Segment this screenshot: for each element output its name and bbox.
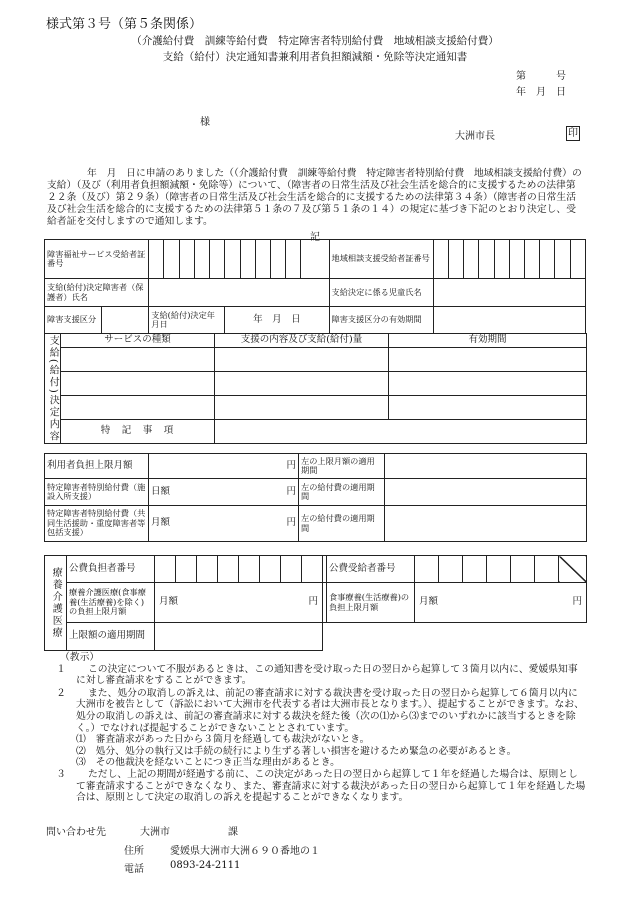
decision-table — [44, 239, 586, 334]
yen-unit: 円 — [149, 454, 299, 479]
note-2-item-3: ⑶ その他裁決を経ないことにつき正当な理由があるとき。 — [76, 757, 340, 769]
upper-limit-label: 利用者負担上限月額 — [45, 454, 149, 479]
col-period: 有効期間 — [389, 334, 587, 348]
notes-section — [46, 652, 586, 804]
decision-person-label: 支給(給付)決定障害者（保護者）氏名 — [45, 279, 149, 307]
document-subtitle: （介護給付費 訓練等給付費 特定障害者特別給付費 地域相談支援給付費） — [131, 35, 499, 47]
note-2-item-2: ⑵ 処分、処分の執行又は手続の続行により生ずる著しい損害を避けるため緊急の必要があるとき。 — [76, 745, 517, 757]
notes-title: （教示） — [60, 652, 100, 663]
special-note-label: 特 記 事 項 — [61, 420, 215, 444]
phone-value: 0893-24-2111 — [170, 860, 241, 871]
medical-side-label: 療養介護医療 — [45, 556, 67, 651]
benefit-period-label-2: 左の給付費の適用期間 — [299, 506, 385, 542]
benefit-period-label: 左の給付費の適用期間 — [299, 479, 385, 506]
group-label: 特定障害者特別給付費（共同生活援助・重度障害者等包括支援） — [45, 506, 149, 542]
content-table — [44, 333, 587, 444]
note-1: この決定について不服があるときは、この通知書を受け取った日の翌日から起算して３箇月以内に、愛媛県知事に対し審査請求をすることができます。 — [76, 663, 578, 687]
contact-city: 大洲市 — [140, 827, 170, 838]
table-row — [45, 348, 587, 372]
issuer-name: 大洲市長 — [455, 131, 495, 142]
note-number: ２ — [56, 687, 66, 699]
phone-label: 電話 — [124, 864, 144, 875]
daily-label: 日額 — [151, 485, 171, 497]
addressee-suffix: 様 — [200, 117, 210, 128]
child-name-label: 支給決定に係る児童氏名 — [329, 279, 433, 307]
facility-label: 特定障害者特別給付費（施設入所支援） — [45, 479, 149, 506]
address-value: 愛媛県大洲市大洲６９０番地の１ — [170, 846, 320, 857]
note-number: ３ — [56, 768, 66, 780]
public-recipient-label: 公費受給者番号 — [327, 556, 415, 583]
seal-stamp: 印 — [568, 128, 578, 139]
notice-body: 年 月 日に申請のありました（（介護給付費 訓練等給付費 特定障害者特別給付費 地域相談支援給付費）の支給）（及び（利用者負担額減額・免除等）について、（障害者の日常生活及び社会生活を総合的に支援するための法律第２２条（及び）第２９条）（障害者の日常生活及び社会生活を総合的に支援するための法律第３４条）（障害者の日常生活及び社会生活を総合的に支援するための法律第５１条の７及び第５１条の１４）の規定に基づき下記のとおり決定し、受給者証を交付しますので通知します。 — [47, 168, 582, 227]
form-number: 様式第３号（第５条関係） — [46, 17, 203, 32]
decision-date-value: 年 月 日 — [225, 307, 329, 334]
note-2-item-1: ⑴ 審査請求があった日から３箇月を経過しても裁決がないとき。 — [76, 734, 370, 746]
monthly-label: 月額 — [159, 596, 179, 608]
yen-unit: 円 — [286, 517, 296, 529]
yen-unit-2: 円 — [572, 596, 582, 608]
monthly-label-2: 月額 — [419, 596, 439, 608]
ki-label: 記 — [310, 232, 320, 243]
burden-table — [44, 453, 587, 542]
class-valid-label: 障害支援区分の有効期間 — [329, 307, 433, 334]
support-class-label: 障害支援区分 — [45, 307, 102, 333]
cert-no-label: 障害福祉サービス受給者証番号 — [45, 240, 149, 279]
col-service: サービスの種類 — [61, 334, 215, 348]
note-number: １ — [56, 663, 66, 675]
chiiki-cert-label: 地域相談支援受給者証番号 — [329, 240, 433, 279]
note-2: また、処分の取消しの訴えは、前記の審査請求に対する裁決書を受け取った日の翌日から起算して６箇月以内に大洲市を被告として（訴訟において大洲市を代表する者は大洲市長となります。）、提起することができます。なお、処分の取消しの訴えは、前記の審査請求に対する裁決を経た後（次の⑴から⑶までのいずれかに該当するときを除く。）でなければ提起することができないこととされています。 — [76, 687, 584, 734]
yen-unit: 円 — [286, 485, 296, 497]
public-payer-label: 公費負担者番号 — [67, 556, 155, 583]
document-title: 支給（給付）決定通知書兼利用者負担額減額・免除等決定通知書 — [162, 51, 468, 63]
medical-table — [44, 555, 587, 651]
document-date: 年 月 日 — [516, 87, 566, 98]
contact-section: 課 — [228, 827, 238, 838]
limit-period-label: 上限額の適用期間 — [67, 623, 155, 651]
decision-date-label: 支給(給付)決定年月日 — [149, 307, 225, 334]
table-row — [45, 396, 587, 420]
document-number: 第 号 — [516, 71, 566, 82]
contact-label: 問い合わせ先 — [46, 827, 106, 838]
medical-limit-label: 療養介護医療(食事療養(生活療養)を除く)の負担上限月額 — [67, 583, 155, 623]
note-3: ただし、上記の期間が経過する前に、この決定があった日の翌日から起算して１年を経過した場合は、原則として審査請求することができなくなり、また、審査請求に対する裁決があった日の翌日から起算して１年を経過した場合は、原則として決定の取消しの訴えを提起することができなくなります。 — [76, 768, 586, 804]
yen-unit: 円 — [308, 596, 318, 608]
monthly-label: 月額 — [151, 517, 171, 529]
content-side-label: 支給(給付)決定内容 — [45, 334, 61, 444]
address-label: 住所 — [124, 846, 144, 857]
upper-limit-period-label: 左の上限月額の適用期間 — [299, 454, 385, 479]
table-row — [45, 372, 587, 396]
meal-limit-label: 食事療養(生活療養)の負担上限月額 — [327, 583, 415, 623]
col-amount: 支援の内容及び支給(給付)量 — [215, 334, 389, 348]
